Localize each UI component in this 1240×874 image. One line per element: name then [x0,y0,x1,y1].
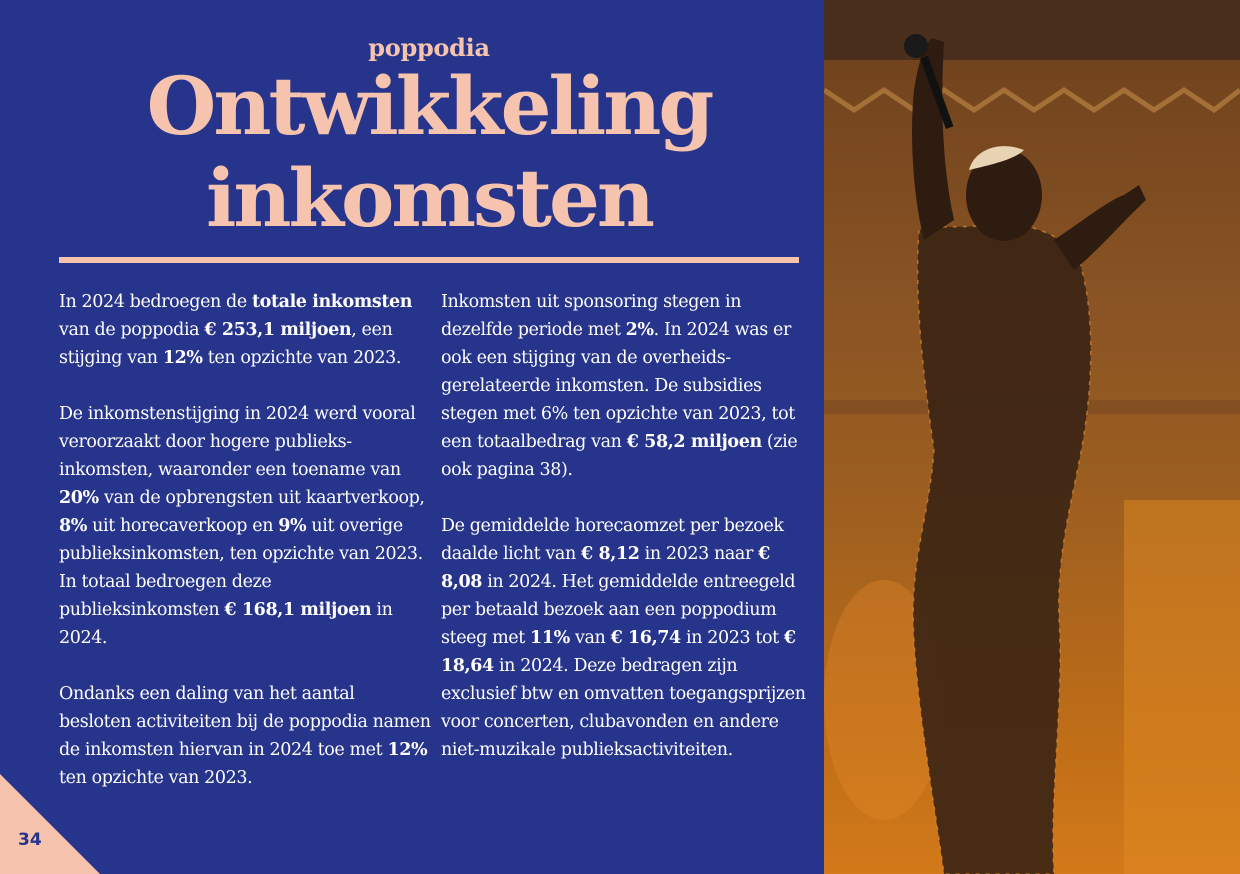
body-paragraph [59,400,431,652]
emphasis-text: € 8,12 [581,544,640,564]
emphasis-text: € 16,74 [610,628,681,648]
paragraph-text: van [569,628,611,648]
paragraph-text: in 2024. [59,600,393,648]
paragraph-text: (zie ook pagina 38). [441,432,798,480]
page-corner-triangle [0,774,100,874]
paragraph-text: in 2023 tot [680,628,784,648]
emphasis-text: € 18,64 [441,628,796,676]
body-column-left [59,288,431,820]
section-kicker: poppodia [368,33,490,62]
singer-photo [824,0,1240,874]
body-column-right [441,288,813,792]
body-paragraph [441,288,813,484]
emphasis-text: 9% [278,516,307,536]
singer-photo-illustration [824,0,1240,874]
paragraph-text: De gemiddelde horecaomzet per bezoek daalde licht van [441,516,784,564]
paragraph-text: In 2024 bedroegen de [59,292,252,312]
paragraph-text: van de opbrengsten uit kaartverkoop, [98,488,425,508]
emphasis-text: 12% [387,740,428,760]
body-paragraph [441,512,813,764]
page-title [0,60,858,244]
paragraph-text: uit horecaverkoop en [87,516,279,536]
emphasis-text: 20% [59,488,99,508]
paragraph-text: uit overige publieksinkomsten, ten opzichte van 2023. In totaal bedroegen deze publieksinkomsten [59,516,423,620]
paragraph-text: Ondanks een daling van het aantal besloten activiteiten bij de poppodia namen de inkomsten hiervan in 2024 toe met [59,684,431,760]
paragraph-text: van de poppodia [59,320,205,340]
emphasis-text: € 168,1 miljoen [224,600,372,620]
title-divider [59,257,799,263]
body-paragraph [59,680,431,792]
page-title-line-2: inkomsten [205,151,653,245]
emphasis-text: 2% [625,320,654,340]
emphasis-text: 12% [162,348,203,368]
paragraph-text: in 2024. Het gemiddelde entreegeld per betaald bezoek aan een poppodium steeg met [441,572,796,648]
page-number: 34 [18,830,42,850]
paragraph-text: . In 2024 was er ook een stijging van de overheids-gerelateerde inkomsten. De subsidies stegen met 6% ten opzichte van 2023, tot een totaalbedrag van [441,320,795,452]
paragraph-text: ten opzichte van 2023. [202,348,402,368]
emphasis-text: 11% [530,628,570,648]
paragraph-text: De inkomstenstijging in 2024 werd vooral veroorzaakt door hogere publieks-inkomsten, waaronder een toename van [59,404,416,480]
paragraph-text: ten opzichte van 2023. [59,768,253,788]
body-paragraph [59,288,431,372]
emphasis-text: € 253,1 miljoen [204,320,352,340]
emphasis-text: 8% [59,516,88,536]
emphasis-text: € 58,2 miljoen [626,432,762,452]
emphasis-text: totale inkomsten [251,292,413,312]
paragraph-text: Inkomsten uit sponsoring stegen in dezelfde periode met [441,292,742,340]
paragraph-text: , een stijging van [59,320,393,368]
paragraph-text: in 2024. Deze bedragen zijn exclusief btw en omvatten toegangsprijzen voor concerten, clubavonden en andere niet-muzikale publieksactiviteiten. [441,656,806,760]
emphasis-text: € 8,08 [441,544,770,592]
page-title-line-1: Ontwikkeling [146,59,712,153]
paragraph-text: in 2023 naar [639,544,759,564]
